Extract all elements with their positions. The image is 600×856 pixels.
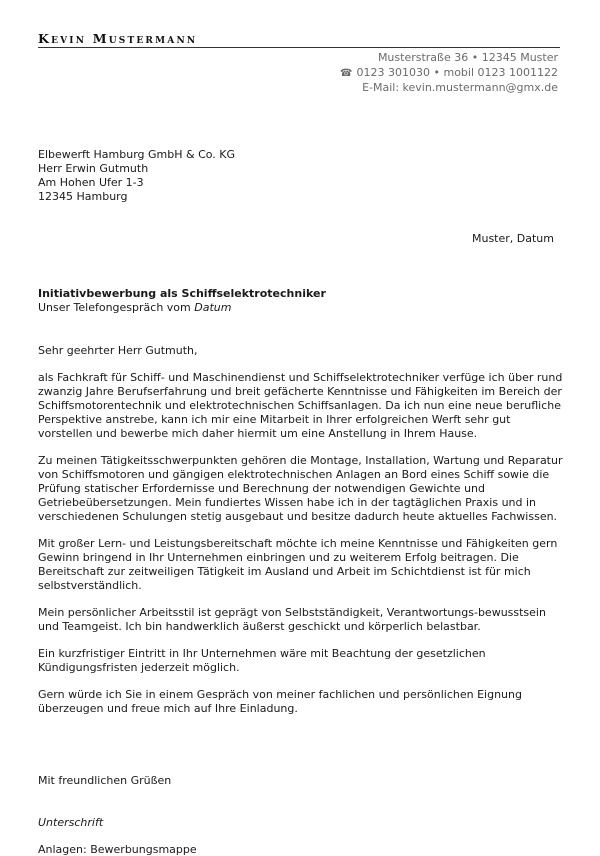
closing: Mit freundlichen Grüßen (38, 774, 172, 787)
subject-title: Initiativbewerbung als Schiffselektrotechniker (38, 287, 326, 300)
header-divider (38, 47, 560, 48)
recipient-company: Elbewerft Hamburg GmbH & Co. KG (38, 148, 236, 161)
sender-phone-line (340, 66, 558, 82)
sender-contact (340, 51, 558, 96)
paragraph: Gern würde ich Sie in einem Gespräch von meiner fachlichen und persönlichen Eignung überzeugen und freue mich auf Ihre Einladung. (38, 688, 522, 715)
subject-reference (38, 301, 326, 315)
paragraph: Mein persönlicher Arbeitsstil ist geprägt von Selbstständigkeit, Verantwortungs-bewusstsein und Teamgeist. Ich bin handwerklich äußerst geschickt und körperlich belastbar. (38, 606, 546, 633)
attachments: Anlagen: Bewerbungsmappe (38, 843, 197, 856)
paragraph: Ein kurzfristiger Eintritt in Ihr Unternehmen wäre mit Beachtung der gesetzlichen Kündigungsfristen jederzeit möglich. (38, 647, 486, 674)
recipient-contact: Herr Erwin Gutmuth (38, 162, 149, 175)
sender-address: Musterstraße 36 • 12345 Muster (377, 51, 558, 64)
subject-block (38, 287, 326, 315)
recipient-address (38, 148, 235, 204)
paragraph: als Fachkraft für Schiff- und Maschinendienst und Schiffselektrotechniker verfüge ich über rund zwanzig Jahre Berufserfahrung und breit gefächerte Kenntnisse und Fähigkeiten im Bereich der Schiffsmotorentechnik und elektrotechnischen Schiffsanlagen. Da ich nun eine neue berufliche Perspektive anstrebe, kann ich mir eine Mitarbeit in Ihrer erfolgreichen Werft sehr gut vorstellen und bewerbe mich daher hiermit um eine Anstellung in Ihrem Hause. (38, 371, 563, 440)
sender-email: E-Mail: kevin.mustermann@gmx.de (362, 81, 558, 94)
salutation: Sehr geehrter Herr Gutmuth, (38, 344, 198, 357)
recipient-city: 12345 Hamburg (38, 190, 128, 203)
paragraph: Zu meinen Tätigkeitsschwerpunkten gehören die Montage, Installation, Wartung und Reparatur von Schiffsmotoren und gängigen elektrotechnischen Anlagen an Bord eines Schiff sowie die Prüfung statischer Erfordernisse und Berechnung der notwendigen Gewichte und Getriebeübersetzungen. Mein fundiertes Wissen habe ich in der tagtäglichen Praxis und in verschiedenen Schulungen stetig ausgebaut und besitze dadurch heute aktuelles Fachwissen. (38, 454, 563, 523)
place-date: Muster, Datum (471, 232, 554, 245)
reference-prefix: Unser Telefongespräch vom (38, 301, 195, 314)
letter-body (38, 371, 568, 729)
paragraph: Mit großer Lern- und Leistungsbereitschaft möchte ich meine Kenntnisse und Fähigkeiten gern Gewinn bringend in Ihr Unternehmen einbringen und zu weiterem Erfolg beitragen. Die Bereitschaft zur zeitweiligen Tätigkeit im Ausland und Arbeit im Schichtdienst ist für mich selbstverständlich. (38, 537, 558, 592)
phone-icon: ☎ (340, 67, 353, 79)
sender-phone: 0123 301030 • mobil 0123 1001122 (356, 65, 558, 79)
reference-date: Datum (194, 301, 232, 314)
signature: Unterschrift (38, 816, 104, 829)
recipient-street: Am Hohen Ufer 1-3 (38, 176, 144, 189)
sender-name: Kevin Mustermann (38, 31, 198, 46)
